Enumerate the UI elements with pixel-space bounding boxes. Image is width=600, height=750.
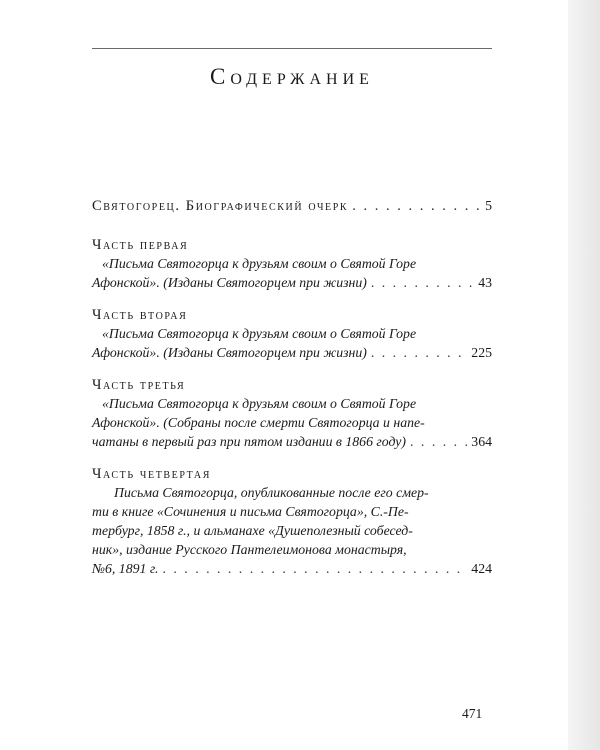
top-rule	[92, 48, 492, 49]
toc-entry-description: №6, 1891 г.	[92, 561, 159, 576]
leader-dots	[371, 343, 468, 362]
toc-entry-heading: Святогорец. Биографический очерк	[92, 198, 349, 214]
toc-entry-line	[92, 502, 492, 521]
leader-dots	[163, 559, 469, 578]
toc-entry-part-4[interactable]	[92, 465, 492, 578]
toc-entry-description: «Письма Святогорца к друзьям своим о Святой Горе	[102, 396, 417, 411]
toc-entry-description: Афонской». (Изданы Святогорцем при жизни)	[92, 345, 367, 360]
leader-dots	[371, 273, 475, 292]
toc-entry-description: Афонской». (Собраны после смерти Святогорца и напе-	[92, 415, 425, 430]
folio-page-number: 471	[462, 706, 483, 721]
toc-entry-line	[92, 254, 492, 273]
page-edge-shadow	[568, 0, 600, 750]
leader-dots	[352, 197, 482, 216]
toc-entry-heading: Часть третья	[92, 377, 186, 393]
toc-entry-part-1[interactable]	[92, 236, 492, 292]
toc-entry-description: чатаны в первый раз при пятом издании в 1866 году)	[92, 434, 407, 449]
toc-entry-line	[92, 196, 492, 216]
toc-entry-line	[92, 432, 492, 451]
toc-entry-line	[92, 540, 492, 559]
toc-entry-description: Письма Святогорца, опубликованные после его смер-	[114, 485, 429, 500]
toc-entry-description: Афонской». (Изданы Святогорцем при жизни)	[92, 275, 367, 290]
table-of-contents	[92, 196, 492, 592]
toc-entry-description: тербург, 1858 г., и альманахе «Душеполезный собесед-	[92, 523, 413, 538]
toc-entry-description: ти в книге «Сочинения и письма Святогорца», С.-Пе-	[92, 504, 409, 519]
toc-page-number: 43	[478, 275, 492, 290]
toc-entry-line	[92, 413, 492, 432]
toc-entry-line	[92, 559, 492, 578]
toc-page-number: 225	[471, 345, 492, 360]
toc-page-number: 5	[485, 198, 492, 213]
leader-dots	[410, 432, 468, 451]
toc-entry-part-2[interactable]	[92, 306, 492, 362]
toc-entry-description: ник», издание Русского Пантелеимонова монастыря,	[92, 542, 407, 557]
toc-page-number: 424	[471, 561, 492, 576]
toc-entry-part-3[interactable]	[92, 376, 492, 451]
toc-entry-line	[92, 521, 492, 540]
toc-entry-line	[92, 324, 492, 343]
page-title: Содержание	[210, 64, 374, 89]
toc-entry-biography[interactable]	[92, 196, 492, 216]
toc-entry-line	[92, 273, 492, 292]
toc-entry-heading: Часть вторая	[92, 307, 188, 323]
toc-entry-description: «Письма Святогорца к друзьям своим о Святой Горе	[102, 326, 417, 341]
toc-page-number: 364	[471, 434, 492, 449]
toc-entry-line	[92, 394, 492, 413]
toc-entry-description: «Письма Святогорца к друзьям своим о Святой Горе	[102, 256, 417, 271]
toc-entry-heading: Часть четвертая	[92, 466, 211, 482]
toc-entry-line	[92, 483, 492, 502]
toc-entry-line	[92, 343, 492, 362]
toc-entry-heading: Часть первая	[92, 237, 189, 253]
